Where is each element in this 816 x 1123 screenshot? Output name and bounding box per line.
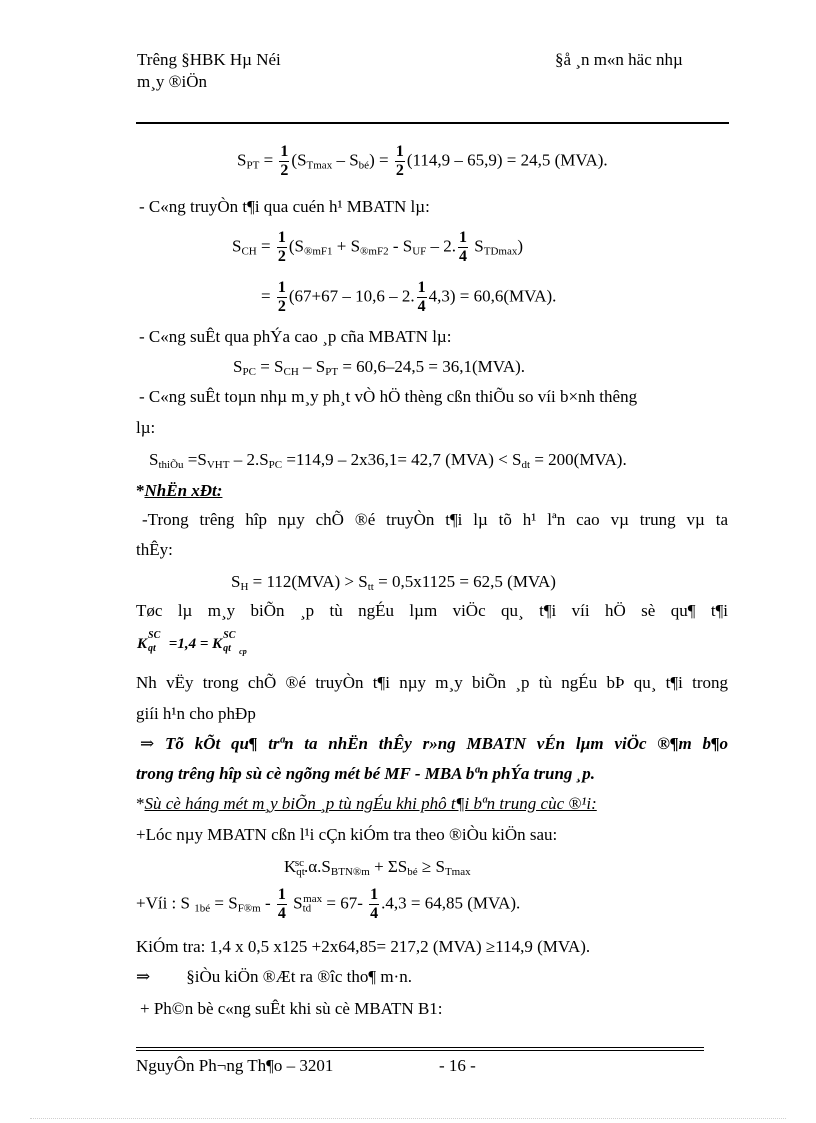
equation-spt: $S_{PT}$ = $\frac{1}{2}$ $(S_{Tmax} - S_{bé})$ = $\frac{1}{2}$ (114,9 – 65,9) = 24,5 (MVA). <box>237 143 608 179</box>
fraction: $\frac{1}{4}$ <box>370 886 379 922</box>
text-ch-intro: - C«ng truyÒn t¶i qua cuén h¹ MBATN lµ: <box>139 197 430 216</box>
text-conclusion-1: ⇒ Tõ kÕt qu¶ trªn ta nhËn thÊy r»ng MBATN vÉn lµm viÖc ®¶m b¶o <box>140 734 728 753</box>
equation-spc: $S_{PC} = S_{CH} - S_{PT} = 60,6-24,5 = 36,1(MVA)$. <box>233 357 526 378</box>
equation-sh: $S_H = 112(MVA) > S_{tt} = 0,5x1125 = 62,5$ (MVA) <box>231 572 556 593</box>
text-phan-bo: + Ph©n bè c«ng suÊt khi sù cè MBATN B1: <box>140 999 443 1018</box>
heading-su-co: *Sù cè háng mét m¸y biÕn ¸p tù ngÉu khi phô t¶i bªn trung cùc ®¹i: <box>136 794 597 813</box>
text-total-1: - C«ng suÊt toµn nhµ m¸y ph¸t vÒ hÖ thèng cßn thiÕu so víi b×nh thêng <box>139 387 638 406</box>
implies-icon: ⇒ <box>140 734 155 753</box>
text-para3-2: giíi h¹n cho phÐp <box>136 704 256 723</box>
fraction: $\frac{1}{4}$ <box>459 229 468 265</box>
fraction: $\frac{1}{2}$ <box>395 143 404 179</box>
header-left-line1: Trêng §HBK Hµ Néi <box>137 50 281 69</box>
fraction: $\frac{1}{2}$ <box>280 143 289 179</box>
equation-sch-2: = $\frac{1}{2}$ (67+67 – 10,6 – 2. $\frac{1}{4}$ 4,3) = 60,6(MVA). <box>261 279 557 315</box>
text-luc-nay: +Lóc nµy MBATN cßn l¹i cÇn kiÓm tra theo ®iÒu kiÖn sau: <box>136 825 558 844</box>
text-total-2: lµ: <box>136 418 156 437</box>
text-kiem-tra: KiÓm tra: 1,4 x 0,5 x125 +2x64,85= 217,2 (MVA) ≥114,9 (MVA). <box>136 937 591 956</box>
text-conclusion-2: trong trêng hîp sù cè ngõng mét bé MF - MBA bªn phÝa trung ¸p. <box>136 764 596 783</box>
page-edge-dots <box>30 1118 786 1119</box>
fraction: $\frac{1}{4}$ <box>417 279 426 315</box>
equation-kqt: $K_{qt}^{sc}.\alpha.S_{BTN®m} + \Sigma S_{bé} \ge S_{Tmax}$ <box>284 857 471 878</box>
fraction: $\frac{1}{2}$ <box>277 229 286 265</box>
footer-page-number: - 16 - <box>439 1056 476 1075</box>
text-dieu-kien: ⇒ §iÒu kiÖn ®Æt ra ®îc tho¶ m·n. <box>136 967 412 986</box>
text-para2: Tøc lµ m¸y biÕn ¸p tù ngÉu lµm viÖc qu¸ t¶i víi hÖ sè qu¶ t¶i <box>136 601 728 620</box>
footer-rule-2 <box>136 1050 704 1051</box>
equation-k: K SC qt =1,4 = K SC qt cp <box>137 630 247 656</box>
equation-s1be: +Víi : S $_{1bé} = S_{F®m}$ - $\frac{1}{4}$ $S_{td}^{max} = 67-$ $\frac{1}{4}$ .4,3 = 64,85 (MVA). <box>136 886 521 922</box>
heading-nhan-xet: *NhËn xÐt: <box>136 481 223 500</box>
equation-sthieu: $S_{thiÕu} =S_{VHT} - 2.S_{PC} =114,9 - 2x36,1= 42,7$ $(MVA) < S_{dt} = 200(MVA)$. <box>149 450 627 471</box>
fraction: $\frac{1}{4}$ <box>277 886 286 922</box>
text-para1-2: thÊy: <box>136 540 173 559</box>
header-right: §å ¸n m«n häc nhµ <box>555 50 683 69</box>
equation-sch-1: $S_{CH}$ = $\frac{1}{2}$ ($S_{®mF1} + S_{®mF2} - S_{UF} - 2$. $\frac{1}{4}$ $S_{TDmax}$) <box>232 229 524 265</box>
text-para3-1: Nh vËy trong chÕ ®é truyÒn t¶i nµy m¸y biÕn ¸p tù ngÉu bÞ qu¸ t¶i trong <box>136 673 728 692</box>
text-para1-1: -Trong trêng hîp nµy chÕ ®é truyÒn t¶i lµ tõ h¹ lªn cao vµ trung vµ ta <box>142 510 728 529</box>
header-rule <box>136 122 729 124</box>
text-pc-intro: - C«ng suÊt qua phÝa cao ¸p cña MBATN lµ: <box>139 327 452 346</box>
fraction: $\frac{1}{2}$ <box>277 279 286 315</box>
footer-rule-1 <box>136 1047 704 1048</box>
footer-author: NguyÔn Ph¬ng Th¶o – 3201 <box>136 1056 334 1075</box>
header-left-line2: m¸y ®iÖn <box>137 72 208 91</box>
implies-icon: ⇒ <box>136 967 151 986</box>
